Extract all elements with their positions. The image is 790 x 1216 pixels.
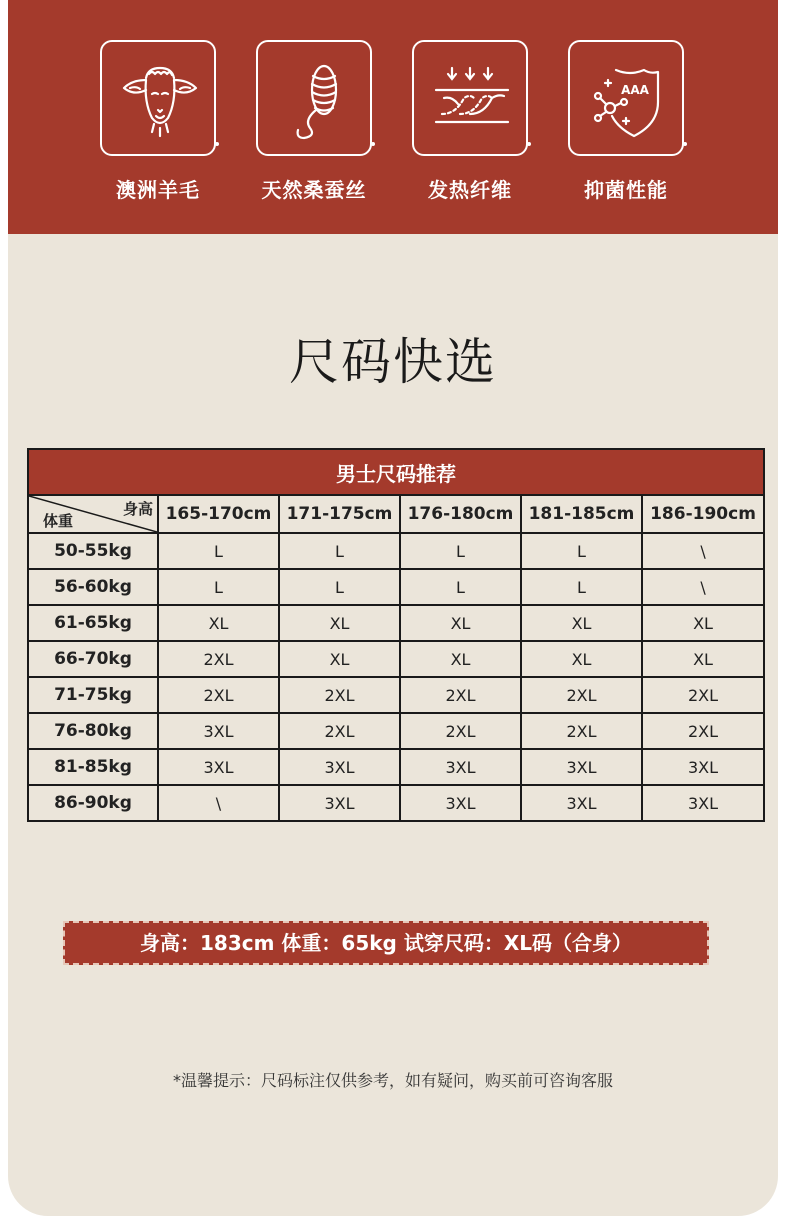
- size-cell: 2XL: [642, 713, 764, 749]
- row-weight: 56-60kg: [28, 569, 158, 605]
- table-header-row: [28, 495, 764, 533]
- feature-antibacterial-label: 抑菌性能: [584, 178, 668, 202]
- table-row: [28, 605, 764, 641]
- row-weight: 50-55kg: [28, 533, 158, 569]
- feature-heat-box: [412, 40, 528, 156]
- size-cell: L: [521, 569, 642, 605]
- header-height: 176-180cm: [400, 495, 521, 533]
- aaa-badge: AAA: [621, 83, 649, 97]
- size-cell: L: [158, 533, 279, 569]
- row-weight: 66-70kg: [28, 641, 158, 677]
- corner-cell: [28, 495, 158, 533]
- feature-heat-label: 发热纤维: [428, 178, 512, 202]
- feature-antibacterial-box: [568, 40, 684, 156]
- size-cell: 2XL: [279, 677, 400, 713]
- size-cell: 3XL: [521, 749, 642, 785]
- page-title: 尺码快选: [289, 333, 497, 391]
- feature-wool-box: [100, 40, 216, 156]
- size-cell: 2XL: [400, 713, 521, 749]
- size-cell: XL: [521, 605, 642, 641]
- header-height: 181-185cm: [521, 495, 642, 533]
- corner-height-label: 身高: [122, 500, 153, 518]
- size-cell: XL: [400, 641, 521, 677]
- table-row: [28, 749, 764, 785]
- table-row: [28, 569, 764, 605]
- example-banner: 身高：183cm 体重：65kg 试穿尺码：XL码（合身）: [63, 921, 709, 965]
- feature-silk-box: [256, 40, 372, 156]
- size-cell: \: [642, 569, 764, 605]
- table-row: [28, 785, 764, 821]
- table-caption-row: [28, 449, 764, 495]
- size-cell: 2XL: [279, 713, 400, 749]
- size-cell: 2XL: [158, 641, 279, 677]
- size-cell: XL: [158, 605, 279, 641]
- size-cell: 2XL: [400, 677, 521, 713]
- feature-banner: [8, 0, 778, 234]
- size-cell: L: [158, 569, 279, 605]
- table-caption: 男士尺码推荐: [28, 449, 764, 495]
- size-cell: L: [279, 569, 400, 605]
- size-cell: 2XL: [642, 677, 764, 713]
- size-cell: XL: [521, 641, 642, 677]
- corner-weight-label: 体重: [43, 512, 74, 530]
- sheep-icon: [118, 58, 202, 142]
- size-cell: \: [158, 785, 279, 821]
- size-chart-table: [27, 448, 765, 822]
- size-cell: 3XL: [400, 785, 521, 821]
- size-cell: 2XL: [521, 677, 642, 713]
- silk-cocoon-icon: [274, 58, 358, 142]
- size-cell: L: [400, 569, 521, 605]
- table-row: [28, 713, 764, 749]
- table-row: [28, 533, 764, 569]
- heat-fiber-icon: [430, 58, 514, 142]
- size-cell: XL: [400, 605, 521, 641]
- size-cell: XL: [279, 605, 400, 641]
- size-cell: XL: [642, 605, 764, 641]
- size-cell: 3XL: [279, 785, 400, 821]
- size-cell: L: [279, 533, 400, 569]
- size-cell: 2XL: [158, 677, 279, 713]
- row-weight: 86-90kg: [28, 785, 158, 821]
- size-cell: 3XL: [158, 749, 279, 785]
- size-cell: 3XL: [642, 785, 764, 821]
- header-height: 171-175cm: [279, 495, 400, 533]
- row-weight: 81-85kg: [28, 749, 158, 785]
- size-cell: 3XL: [279, 749, 400, 785]
- feature-wool-label: 澳洲羊毛: [116, 178, 200, 202]
- row-weight: 76-80kg: [28, 713, 158, 749]
- header-height: 165-170cm: [158, 495, 279, 533]
- table-row: [28, 677, 764, 713]
- antibacterial-shield-icon: [586, 58, 670, 142]
- header-height: 186-190cm: [642, 495, 764, 533]
- page: [8, 0, 778, 1216]
- tip-note: *温馨提示：尺码标注仅供参考，如有疑问，购买前可咨询客服: [172, 1071, 613, 1090]
- size-cell: L: [521, 533, 642, 569]
- table-row: [28, 641, 764, 677]
- feature-silk-label: 天然桑蚕丝: [261, 178, 367, 202]
- size-cell: 3XL: [521, 785, 642, 821]
- size-cell: 3XL: [400, 749, 521, 785]
- size-cell: 3XL: [642, 749, 764, 785]
- row-weight: 61-65kg: [28, 605, 158, 641]
- size-cell: L: [400, 533, 521, 569]
- size-cell: \: [642, 533, 764, 569]
- size-cell: XL: [642, 641, 764, 677]
- size-cell: 3XL: [158, 713, 279, 749]
- row-weight: 71-75kg: [28, 677, 158, 713]
- size-cell: 2XL: [521, 713, 642, 749]
- size-cell: XL: [279, 641, 400, 677]
